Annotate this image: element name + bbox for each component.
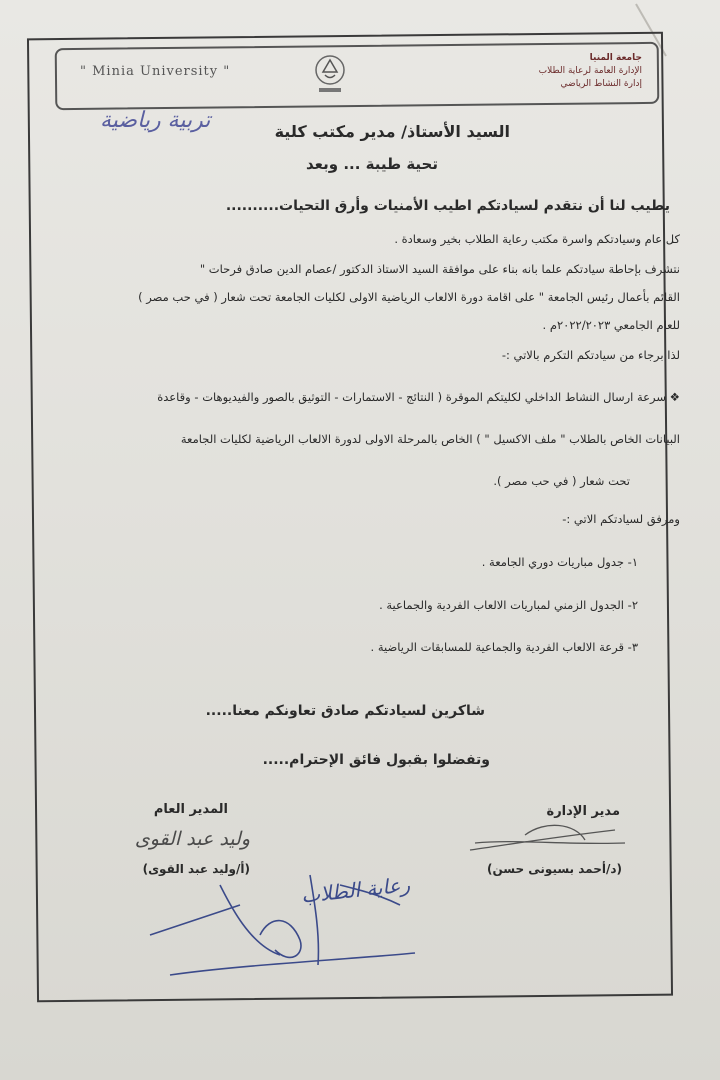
general-director-name: (أ/وليد عبد القوى) xyxy=(142,862,250,876)
handwritten-addressee: تربية رياضية xyxy=(100,108,211,133)
bullet-line-2: البيانات الخاص بالطلاب " ملف الاكسيل " ) الخاص بالمرحلة الاولى لدورة الالعاب الرياضية لكليات الجامعة xyxy=(180,432,680,446)
attachment-1: ١- جدول مباريات دوري الجامعة . xyxy=(481,555,638,569)
respect-line: وتفضلوا بقبول فائق الإحترام..... xyxy=(262,752,490,768)
thanks-line: شاكرين لسيادتكم صادق تعاونكم معنا..... xyxy=(205,703,485,719)
attachment-2: ٢- الجدول الزمني لمباريات الالعاب الفردية والجماعية . xyxy=(379,598,638,612)
attached-intro: ومرفق لسيادتكم الاتي :- xyxy=(562,512,680,526)
student-affairs-handwriting: رعاية الطلاب xyxy=(299,872,411,908)
general-director-signature: وليد عبد القوى xyxy=(134,828,250,850)
department-line-2: إدارة النشاط الرياضي xyxy=(560,79,642,89)
university-logo-icon xyxy=(305,50,355,98)
letterhead-latin-name: " Minia University " xyxy=(80,64,231,79)
university-name-ar: جامعة المنيا xyxy=(589,53,642,63)
wish-line: كل عام وسيادتكم واسرة مكتب رعاية الطلاب بخير وسعادة . xyxy=(394,232,680,246)
department-line-1: الإدارة العامة لرعاية الطلاب xyxy=(538,66,642,76)
greeting: تحية طيبة ... وبعد xyxy=(306,155,438,173)
body-line-3: للعام الجامعي ٢٠٢٢/٢٠٢٣م . xyxy=(542,318,680,332)
bullet-line-1-text: سرعة ارسال النشاط الداخلي لكليتكم الموقرة ( النتائج - الاستمارات - التوثيق بالصور والفيديوهات - وقاعدة xyxy=(157,390,667,404)
bullet-line-1 xyxy=(157,390,680,404)
letterhead-arabic xyxy=(539,52,642,91)
opening-line: يطيب لنا أن نتقدم لسيادتكم اطيب الأمنيات وأرق التحيات.......... xyxy=(225,198,670,214)
department-director-name: (د/أحمد بسيونى حسن) xyxy=(486,862,622,876)
student-affairs-signature-graphic xyxy=(140,845,440,985)
salutation: السيد الأستاذ/ مدير مكتب كلية xyxy=(274,122,510,141)
department-director-title: مدير الإدارة xyxy=(546,804,620,819)
general-director-title: المدير العام xyxy=(153,802,228,817)
attachment-3: ٣- قرعة الالعاب الفردية والجماعية للمسابقات الرياضية . xyxy=(370,640,638,654)
bullet-icon: ❖ xyxy=(666,390,680,404)
body-line-2: القائم بأعمال رئيس الجامعة " على اقامة دورة الالعاب الرياضية الاولى لكليات الجامعة تحت شعار ( في حب مصر ) xyxy=(138,290,680,304)
department-director-signature xyxy=(465,815,635,860)
request-intro: لذا برجاء من سيادتكم التكرم بالاتي :- xyxy=(501,348,680,362)
bullet-line-3: تحت شعار ( في حب مصر ). xyxy=(493,474,630,488)
body-line-1: نتشرف بإحاطة سيادتكم علما بانه بناء على موافقة السيد الاستاذ الدكتور /عصام الدين صادق فرحات " xyxy=(199,262,680,276)
